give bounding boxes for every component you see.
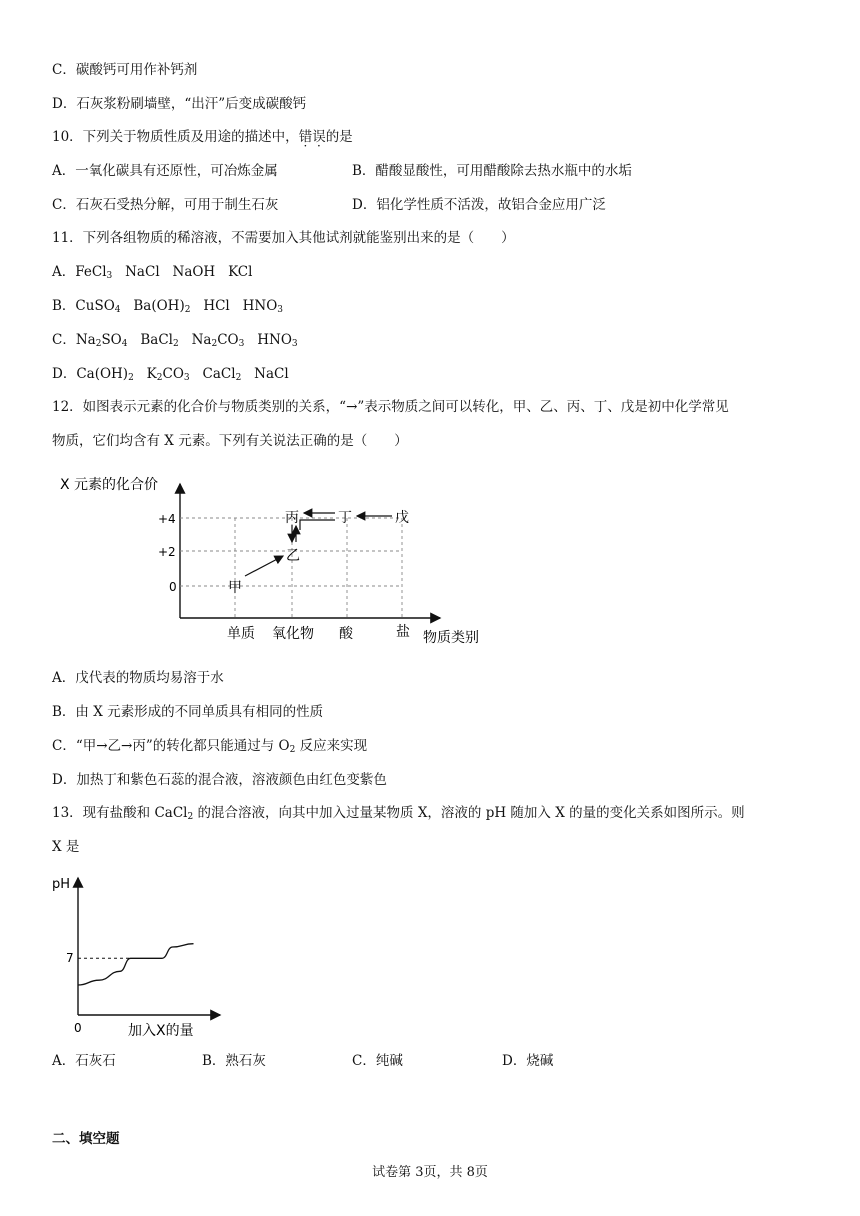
- diagram1-ytick-plus2: +2: [158, 545, 176, 559]
- q12-option-c-sub: 2: [289, 745, 296, 755]
- q10-stem-emphasis: [299, 129, 326, 145]
- q11-option-c: C．$Na_2SO_4$ BaCl$_2$ $Na_2CO_3$ $HNO_3$: [52, 332, 298, 349]
- ph-chart: [48, 870, 238, 1040]
- valence-class-diagram: [50, 470, 500, 650]
- q13-stem-sub: 2: [187, 812, 194, 822]
- diagram1-grid: [180, 518, 402, 618]
- diagram1-ytick-zero: 0: [169, 580, 177, 594]
- q12-option-d: D．加热丁和紫色石蕊的混合液，溶液颜色由红色变紫色: [52, 772, 387, 788]
- diagram1-xlabel: 物质类别: [423, 630, 479, 646]
- ph-chart-ylabel: pH: [52, 877, 71, 892]
- ph-chart-ytick-7: 7: [66, 951, 74, 965]
- q12-option-a: A．戊代表的物质均易溶于水: [52, 670, 224, 686]
- diagram1-xtick-salt: 盐: [396, 624, 410, 640]
- diagram1-ylabel: X 元素的化合价: [60, 477, 159, 493]
- q9-option-c: C．碳酸钙可用作补钙剂: [52, 62, 198, 78]
- emphasis-char: 错: [298, 129, 313, 145]
- q12-option-b: B．由 X 元素形成的不同单质具有相同的性质: [52, 704, 324, 720]
- q9-option-d: D．石灰浆粉刷墙壁，“出汗”后变成碳酸钙: [52, 96, 307, 112]
- q12-option-c: [52, 737, 367, 759]
- q13-option-c: C．纯碱: [352, 1053, 403, 1069]
- node-ding: 丁: [338, 510, 352, 526]
- q10-stem-post: 的是: [325, 129, 353, 145]
- q10-option-d: D．铝化学性质不活泼，故铝合金应用广泛: [352, 197, 606, 213]
- q12-option-c-post: 反应来实现: [295, 738, 368, 754]
- q13-stem-pre: 13．现有盐酸和 CaCl: [52, 805, 188, 821]
- node-yi: 乙: [286, 548, 300, 564]
- page-footer: 试卷第 3页，共 8页: [372, 1165, 488, 1180]
- node-bing: 丙: [285, 510, 299, 526]
- q11-option-b: B．CuSO$_4$ $Ba(OH)_2$ HCl $HNO_3$: [52, 298, 284, 315]
- q13-option-d: D．烧碱: [502, 1053, 554, 1069]
- ph-curve: [78, 944, 194, 985]
- arrow-jia-to-yi: [245, 556, 283, 576]
- q10-option-c: C．石灰石受热分解，可用于制生石灰: [52, 197, 279, 213]
- node-wu: 戊: [395, 510, 409, 526]
- q13-option-a: A．石灰石: [52, 1053, 116, 1069]
- q11-option-d: D．$Ca(OH)_2$ $K_2CO_3$ CaCl$_2$ NaCl: [52, 366, 289, 383]
- q11-option-a: A．FeCl$_3$ NaCl NaOH KCl: [52, 264, 253, 281]
- node-jia: 甲: [228, 580, 242, 596]
- diagram1-xtick-element: 单质: [227, 626, 255, 642]
- q10-option-a: A．一氧化碳具有还原性，可冶炼金属: [52, 163, 278, 179]
- diagram1-xtick-acid: 酸: [339, 626, 353, 642]
- ph-chart-origin: 0: [74, 1021, 82, 1035]
- q10-stem: [52, 128, 353, 146]
- q11-stem: 11．下列各组物质的稀溶液，不需要加入其他试剂就能鉴别出来的是（ ）: [52, 230, 515, 246]
- diagram1-xtick-oxide: 氧化物: [272, 626, 314, 642]
- q13-stem-line2: X 是: [52, 839, 80, 855]
- q10-option-b: B．醋酸显酸性，可用醋酸除去热水瓶中的水垢: [352, 163, 632, 179]
- emphasis-char: 误: [312, 129, 326, 145]
- diagram1-ytick-plus4: +4: [158, 512, 176, 526]
- section-heading-fill-in: 二、填空题: [52, 1131, 120, 1147]
- q13-stem-line1: [52, 804, 745, 826]
- q13-stem-post: 的混合溶液，向其中加入过量某物质 X，溶液的 pH 随加入 X 的量的变化关系如图所示。则: [193, 805, 745, 821]
- q12-stem-line1: 12．如图表示元素的化合价与物质类别的关系，“→”表示物质之间可以转化，甲、乙、丙、丁、戊是初中化学常见: [52, 399, 729, 415]
- q10-stem-pre: 10．下列关于物质性质及用途的描述中，: [52, 129, 299, 145]
- q12-stem-line2: 物质，它们均含有 X 元素。下列有关说法正确的是（ ）: [52, 433, 408, 449]
- arrow-ding-to-yi: [300, 520, 335, 530]
- q13-option-b: B．熟石灰: [202, 1053, 266, 1069]
- q12-option-c-pre: C．“甲→乙→丙”的转化都只能通过与 O: [52, 738, 290, 754]
- ph-curve-points: [78, 944, 194, 985]
- ph-chart-xlabel: 加入X的量: [128, 1023, 194, 1039]
